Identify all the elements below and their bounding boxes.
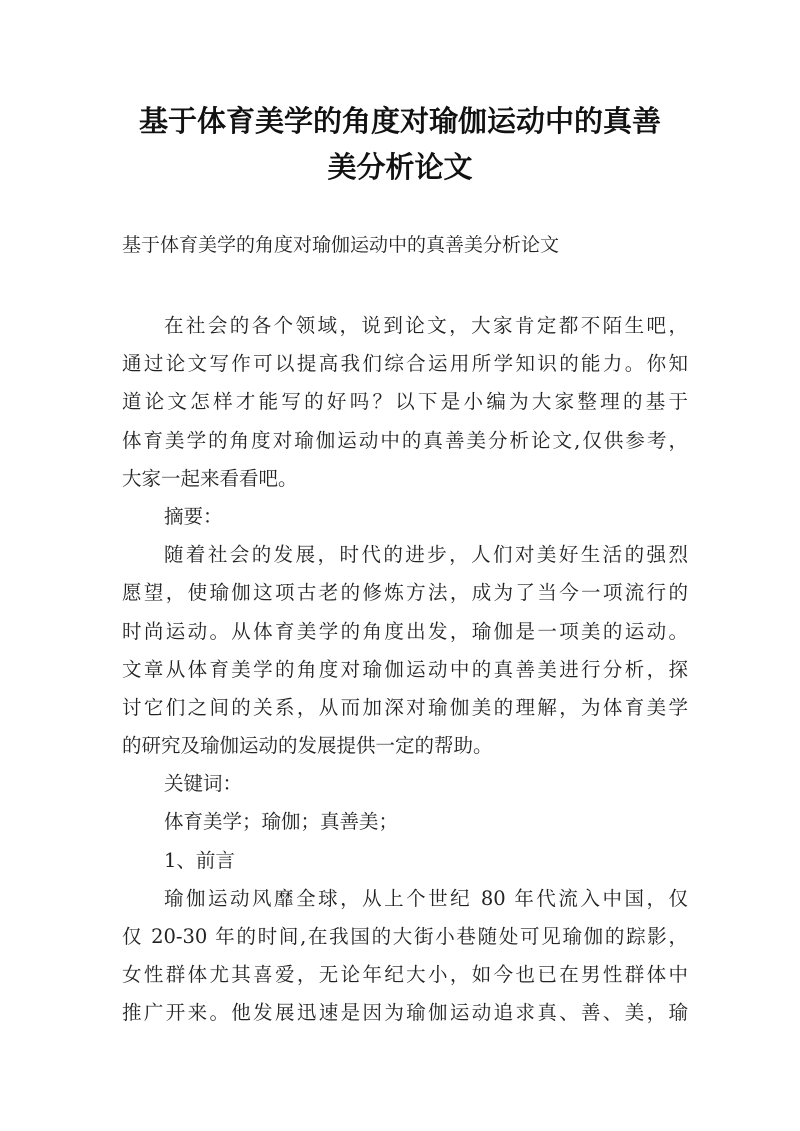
keywords-heading: 关键词： (164, 772, 243, 796)
body-line: 时尚运动。从体育美学的角度出发，瑜伽是一项美的运动。 (122, 619, 688, 643)
document-body (122, 307, 688, 1033)
body-line: 在社会的各个领域，说到论文，大家肯定都不陌生吧， (164, 314, 688, 337)
body-line: 推广开来。他发展迅速是因为瑜伽运动追求真、善、美，瑜 (122, 1001, 688, 1025)
body-line: 通过论文写作可以提高我们综合运用所学知识的能力。你知 (122, 352, 688, 376)
body-line: 愿望，使瑜伽这项古老的修炼方法，成为了当今一项流行的 (122, 581, 688, 605)
body-line: 随着社会的发展，时代的进步，人们对美好生活的强烈 (164, 543, 688, 567)
document-title (100, 98, 700, 190)
document-subtitle: 基于体育美学的角度对瑜伽运动中的真善美分析论文 (122, 234, 560, 256)
title-line-2: 美分析论文 (327, 150, 473, 184)
body-line: 文章从体育美学的角度对瑜伽运动中的真善美进行分析，探 (122, 657, 688, 681)
keywords-list: 体育美学；瑜伽；真善美； (164, 810, 399, 834)
body-line: 瑜伽运动风靡全球，从上个世纪 80 年代流入中国，仅 (164, 886, 688, 910)
body-line: 仅 20-30 年的时间,在我国的大街小巷随处可见瑜伽的踪影， (122, 925, 688, 948)
abstract-heading: 摘要： (164, 504, 223, 528)
body-line: 大家一起来看看吧。 (122, 466, 298, 490)
body-line: 讨它们之间的关系，从而加深对瑜伽美的理解，为体育美学 (122, 695, 688, 719)
body-line: 的研究及瑜伽运动的发展提供一定的帮助。 (122, 734, 493, 758)
body-line: 女性群体尤其喜爱，无论年纪大小，如今也已在男性群体中 (122, 963, 688, 987)
body-line: 道论文怎样才能写的好吗？以下是小编为大家整理的基于 (122, 390, 688, 414)
title-line-1: 基于体育美学的角度对瑜伽运动中的真善 (138, 104, 661, 138)
body-line: 体育美学的角度对瑜伽运动中的真善美分析论文,仅供参考， (122, 428, 688, 452)
section-heading: 1、前言 (164, 848, 235, 872)
